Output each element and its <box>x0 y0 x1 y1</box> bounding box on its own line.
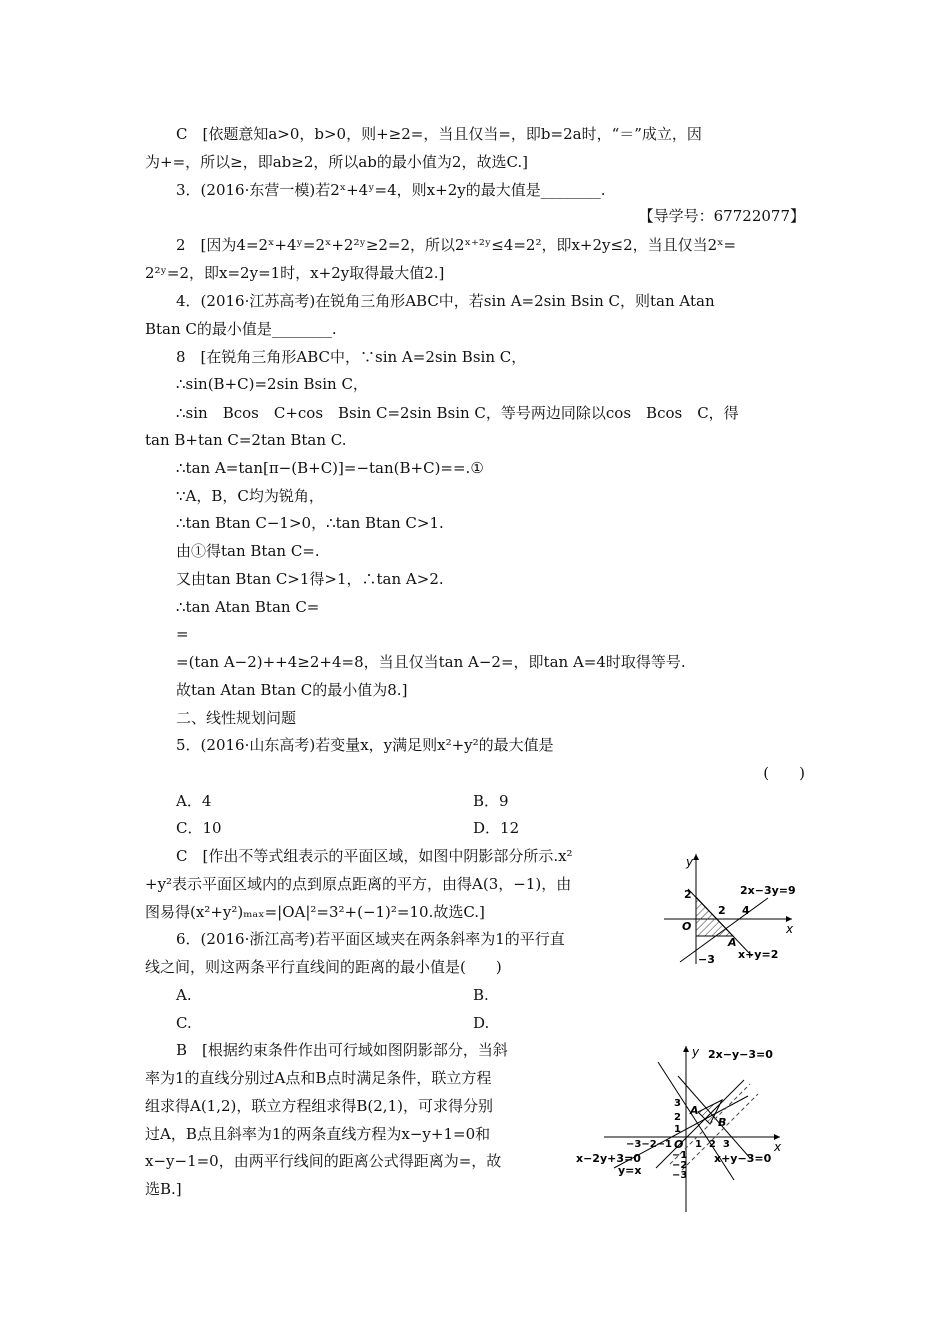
tick-x-positive: 1 2 3 <box>695 1139 730 1150</box>
answer-2-line-2: 为+=，所以≥，即ab≥2，所以ab的最小值为2，故选C.] <box>145 153 529 171</box>
tick-x-4: 4 <box>742 904 750 917</box>
line-label-1: 2x−y−3=0 <box>708 1048 773 1061</box>
answer-4-line-3: ∴sin Bcos C+cos Bsin C=2sin Bsin C，等号两边同除以cos Bcos C，得 <box>176 404 739 422</box>
answer-4-line-12: =(tan A−2)++4≥2+4=8，当且仅当tan A−2=，即tan A=4时取得等号. <box>176 653 686 671</box>
origin-label: O <box>682 920 692 933</box>
answer-6-line-1: B [根据约束条件作出可行域如图阴影部分，当斜 <box>176 1041 508 1059</box>
answer-3-line-2: 2²ʸ=2，即x=2y=1时，x+2y取得最大值2.] <box>145 264 445 282</box>
option-b-6: B. <box>473 986 489 1004</box>
line-label-4: x+y−3=0 <box>714 1152 772 1165</box>
point-b-label: B <box>718 1116 727 1129</box>
question-3: 3．(2016·东营一模)若2ˣ+4ʸ=4，则x+2y的最大值是________. <box>176 181 606 199</box>
tick-y-neg3: −3 <box>698 953 715 966</box>
tick-y-neg3: −3 <box>672 1170 688 1181</box>
answer-4-line-9: 又由tan Btan C>1得>1，∴tan A>2. <box>176 570 444 588</box>
question-6-line-2: 线之间，则这两条平行直线间的距离的最小值是( ) <box>145 958 502 976</box>
axis-x-label: x <box>786 922 794 936</box>
answer-4-line-5: ∴tan A=tan[π−(B+C)]=−tan(B+C)==.① <box>176 459 484 477</box>
answer-5-line-2: +y²表示平面区域内的点到原点距离的平方，由得A(3，−1)，由 <box>145 875 572 893</box>
axis-y-label: y <box>686 855 694 869</box>
point-a-label: A <box>690 1104 699 1117</box>
tick-y-neg2: −2 <box>672 1160 688 1171</box>
answer-4-line-1: 8 [在锐角三角形ABC中，∵sin A=2sin Bsin C， <box>176 348 527 366</box>
question-4-line-1: 4．(2016·江苏高考)在锐角三角形ABC中，若sin A=2sin Bsin C，则tan Atan <box>176 292 715 310</box>
option-b: B．9 <box>473 792 509 810</box>
answer-4-line-13: 故tan Atan Btan C的最小值为8.] <box>176 681 408 699</box>
answer-5-line-3: 图易得(x²+y²)ₘₐₓ=|OA|²=3²+(−1)²=10.故选C.] <box>145 903 485 921</box>
figure-region-q5 <box>660 846 800 971</box>
answer-4-line-2: ∴sin(B+C)=2sin Bsin C， <box>176 375 368 393</box>
question-4-line-2: Btan C的最小值是________. <box>145 320 337 338</box>
tick-y-1: 1 <box>674 1124 681 1135</box>
answer-6-line-3: 组求得A(1,2)，联立方程组求得B(2,1)，可求得分别 <box>145 1097 493 1115</box>
answer-6-line-6: 选B.] <box>145 1180 182 1198</box>
answer-6-line-5: x−y−1=0，由两平行线间的距离公式得距离为=，故 <box>145 1152 502 1170</box>
answer-4-line-10: ∴tan Atan Btan C= <box>176 598 320 616</box>
guide-number: 【导学号：67722077】 <box>638 207 805 225</box>
line-label-2: x+y=2 <box>738 948 779 961</box>
option-a: A．4 <box>176 792 212 810</box>
line-label-2: x−2y+3=0 <box>576 1152 641 1165</box>
axis-x-label: x <box>774 1140 782 1154</box>
answer-4-line-6: ∵A，B，C均为锐角， <box>176 487 324 505</box>
line-label-1: 2x−3y=9 <box>740 884 796 897</box>
line-label-3: y=x <box>618 1164 642 1177</box>
answer-3-line-1: 2 [因为4=2ˣ+4ʸ=2ˣ+2²ʸ≥2=2，所以2ˣ⁺²ʸ≤4=2²，即x+2y≤2，当且仅当2ˣ= <box>176 236 737 254</box>
answer-4-line-7: ∴tan Btan C−1>0，∴tan Btan C>1. <box>176 514 444 532</box>
origin-label: O <box>674 1138 684 1151</box>
question-6-line-1: 6．(2016·浙江高考)若平面区域夹在两条斜率为1的平行直 <box>176 930 565 948</box>
answer-4-line-4: tan B+tan C=2tan Btan C. <box>145 431 347 449</box>
point-a-label: A <box>728 936 737 949</box>
answer-bracket: ( ) <box>763 764 805 782</box>
axis-y-label: y <box>692 1045 700 1059</box>
tick-y-neg1: −1 <box>672 1150 688 1161</box>
option-c-6: C. <box>176 1014 192 1032</box>
tick-x-2: 2 <box>718 904 726 917</box>
figure-region-q6 <box>574 1040 788 1216</box>
answer-6-line-4: 过A，B点且斜率为1的两条直线方程为x−y+1=0和 <box>145 1125 491 1143</box>
tick-y-3: 3 <box>674 1098 681 1109</box>
tick-x-negative: −3−2−1 <box>626 1139 673 1150</box>
option-d: D．12 <box>473 819 520 837</box>
option-d-6: D. <box>473 1014 490 1032</box>
section-heading: 二、线性规划问题 <box>176 709 297 727</box>
option-a-6: A. <box>176 986 192 1004</box>
question-5: 5．(2016·山东高考)若变量x，y满足则x²+y²的最大值是 <box>176 736 554 754</box>
answer-2-line-1: C [依题意知a>0，b>0，则+≥2=，当且仅当=，即b=2a时，“＝”成立，因 <box>176 125 702 143</box>
answer-4-line-8: 由①得tan Btan C=. <box>176 542 320 560</box>
answer-4-line-11: = <box>176 625 189 643</box>
tick-y-2: 2 <box>684 888 692 901</box>
tick-y-2: 2 <box>674 1112 681 1123</box>
answer-5-line-1: C [作出不等式组表示的平面区域，如图中阴影部分所示.x² <box>176 847 573 865</box>
answer-6-line-2: 率为1的直线分别过A点和B点时满足条件，联立方程 <box>145 1069 492 1087</box>
option-c: C．10 <box>176 819 222 837</box>
